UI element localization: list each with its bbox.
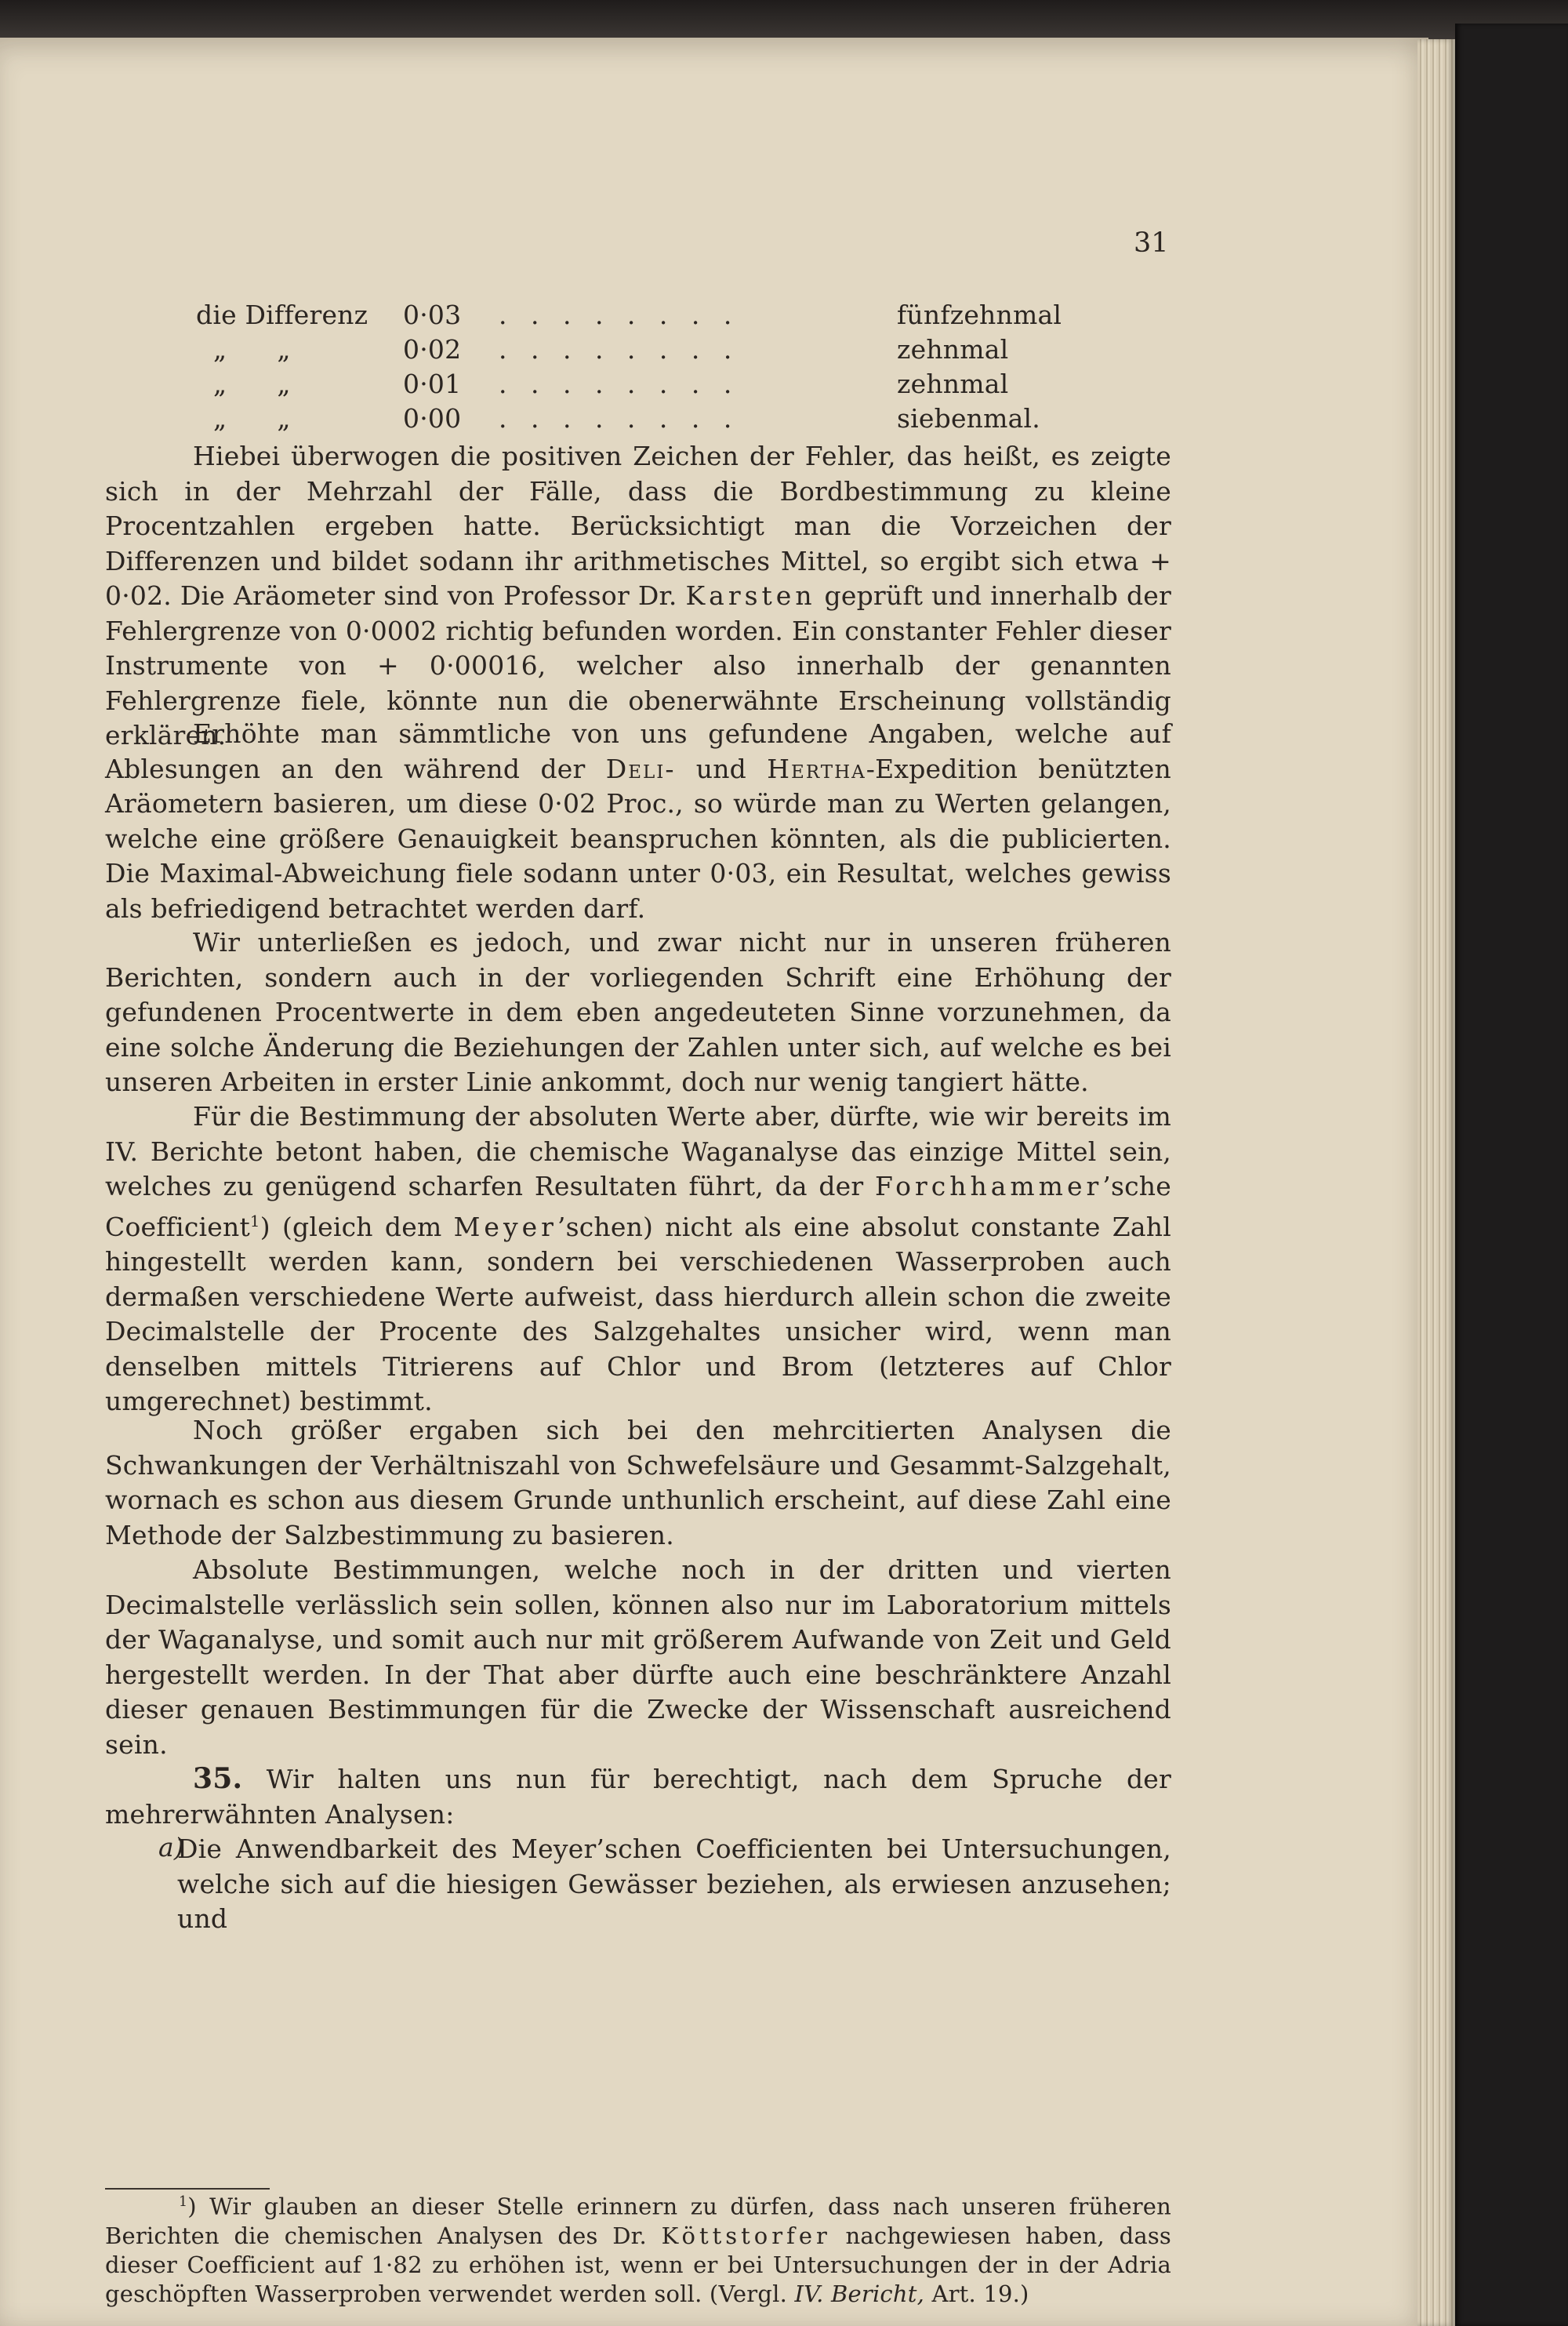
- name-forchhammer: Forchhammer: [874, 1171, 1103, 1201]
- row-dots: . . . . . . . .: [499, 300, 740, 330]
- paragraph-2-and: und: [695, 753, 746, 784]
- row-dots: . . . . . . . .: [499, 403, 740, 434]
- paragraph-7: [105, 1761, 1171, 1832]
- page-number: 31: [1134, 227, 1169, 259]
- paragraph-2: [105, 717, 1171, 926]
- row-dots: . . . . . . . .: [499, 369, 740, 399]
- row-label: „ „: [213, 369, 291, 399]
- paragraph-4: [105, 1099, 1171, 1419]
- row-result: zehnmal: [897, 369, 1009, 399]
- row-label: die Differenz: [196, 300, 368, 330]
- row-result: fünfzehnmal: [897, 300, 1062, 330]
- paragraph-4-gleich: ) (gleich dem: [260, 1211, 442, 1242]
- paragraph-6: Absolute Bestimmungen, welche noch in der dritten und vierten Decimalstelle verlässlich sein sollen, können also nur im Laboratorium mittels der Waganalyse, und somit auch nur mit größerem Aufwande von Zeit und Geld hergestellt werden. In der That aber dürfte auch eine beschränktere Anzahl dieser genauen Bestimmungen für die Zwecke der Wissenschaft ausreichend sein.: [105, 1554, 1171, 1760]
- row-label: „ „: [213, 334, 291, 365]
- footnote-mark: 1: [179, 2194, 188, 2210]
- row-label: „ „: [213, 403, 291, 434]
- table-row: [105, 298, 1171, 333]
- paragraph-1-end: geprüft und innerhalb der Fehlergrenze von 0·0002 richtig befunden worden. Ein constanter Fehler dieser Instrumente von + 0·00016, welcher also innerhalb der genannten Fehlergrenze fiele, könnte nun die obenerwähnte Erscheinung vollständig erklären.: [105, 580, 1171, 750]
- row-value: 0·01: [403, 369, 462, 399]
- section-number: 35.: [193, 1762, 243, 1795]
- table-row: [105, 402, 1171, 436]
- table-row: [105, 367, 1171, 402]
- paragraph-1-text: Hiebei überwogen die positiven Zeichen der Fehler, das heißt, es zeigte sich in der Mehrzahl der Fälle, dass die Bordbestimmung zu kleine Procentzahlen ergeben hatte. Berücksichtigt man die Vorzeichen der Differenzen und bildet sodann ihr arithmetisches Mittel, so ergibt sich etwa + 0·02. Die Aräometer sind von Professor Dr.: [105, 441, 1171, 611]
- paragraph-2-end: -Expedition benützten Aräometern basieren, um diese 0·02 Proc., so würde man zu Werten gelangen, welche eine größere Genauigkeit beanspruchen könnten, als die publicierten. Die Maximal-Abweichung fiele sodann unter 0·03, ein Resultat, welches gewiss als befriedigend betrachtet werden darf.: [105, 753, 1171, 924]
- footnote: [105, 2188, 1171, 2309]
- list-text: Die Anwendbarkeit des Meyer’schen Coefficienten bei Untersuchungen, welche sich auf die hiesigen Gewässer beziehen, als erwiesen anzusehen; und: [177, 1834, 1171, 1934]
- row-result: siebenmal.: [897, 403, 1040, 434]
- row-value: 0·03: [403, 300, 462, 330]
- row-value: 0·00: [403, 403, 462, 434]
- paragraph-2-text: Erhöhte man sämmtliche von uns gefundene Angaben, welche auf Ablesungen an den während der: [105, 718, 1171, 784]
- book-cover: [1455, 24, 1568, 2326]
- row-value: 0·02: [403, 334, 462, 365]
- row-result: zehnmal: [897, 334, 1009, 365]
- footnote-text-3: Art. 19.): [931, 2280, 1029, 2307]
- footnote-marker: 1: [249, 1212, 260, 1230]
- name-karsten: Karsten: [685, 580, 816, 611]
- footnote-text: ) Wir glauben an dieser Stelle erinnern zu dürfen, dass nach unseren früheren Berichten die chemischen Analysen des Dr.: [105, 2193, 1171, 2249]
- paragraph-4-text: Für die Bestimmung der absoluten Werte aber, dürfte, wie wir bereits im IV. Berichte betont haben, die chemische Waganalyse das einzige Mittel sein, welches zu genügend scharfen Resultaten führt, da der: [105, 1101, 1171, 1201]
- row-dots: . . . . . . . .: [499, 334, 740, 365]
- paragraph-7-text: Wir halten uns nun für berechtigt, nach dem Spruche der mehrerwähnten Analysen:: [105, 1764, 1171, 1830]
- paragraph-1: [105, 439, 1171, 754]
- footnote-reference: IV. Bericht,: [794, 2280, 925, 2307]
- name-meyer: Meyer: [453, 1211, 557, 1242]
- footnote-text-2: nachgewiesen haben, dass dieser Coefficient auf 1·82 zu erhöhen ist, wenn er bei Untersuchungen der in der Adria geschöpften Wasserproben verwendet werden soll. (Vergl.: [105, 2222, 1171, 2307]
- name-koettstorfer: Köttstorfer: [661, 2222, 831, 2249]
- table-row: [105, 333, 1171, 367]
- paragraph-4-end: ’schen) nicht als eine absolut constante Zahl hingestellt werden kann, sondern bei verschiedenen Wasserproben auch dermaßen verschiedene Werte aufweist, dass hierdurch allein schon die zweite Decimalstelle der Procente des Salzgehaltes unsicher wird, wenn man denselben mittels Titrierens auf Chlor und Brom (letzteres auf Chlor umgerechnet) bestimmt.: [105, 1211, 1171, 1416]
- paragraph-5: Noch größer ergaben sich bei den mehrcitierten Analysen die Schwankungen der Verhältniszahl von Schwefelsäure und Gesammt-Salzgehalt, wornach es schon aus diesem Grunde unthunlich erscheint, auf diese Zahl eine Methode der Salzbestimmung zu basieren.: [105, 1415, 1171, 1550]
- paragraph-3: Wir unterließen es jedoch, und zwar nicht nur in unseren früheren Berichten, sondern auch in der vorliegenden Schrift eine Erhöhung der gefundenen Procentwerte in dem eben angedeuteten Sinne vorzunehmen, da eine solche Änderung die Beziehungen der Zahlen unter sich, auf welche es bei unseren Arbeiten in erster Linie ankommt, doch nur wenig tangiert hätte.: [105, 927, 1171, 1097]
- list-label: a): [158, 1832, 184, 1863]
- hertha-expedition: Hertha: [767, 753, 866, 784]
- paragraph-4-coefficient: ’sche Coefficient: [105, 1171, 1171, 1242]
- deli-expedition: Deli-: [605, 753, 676, 784]
- page-edges: [1417, 39, 1455, 2326]
